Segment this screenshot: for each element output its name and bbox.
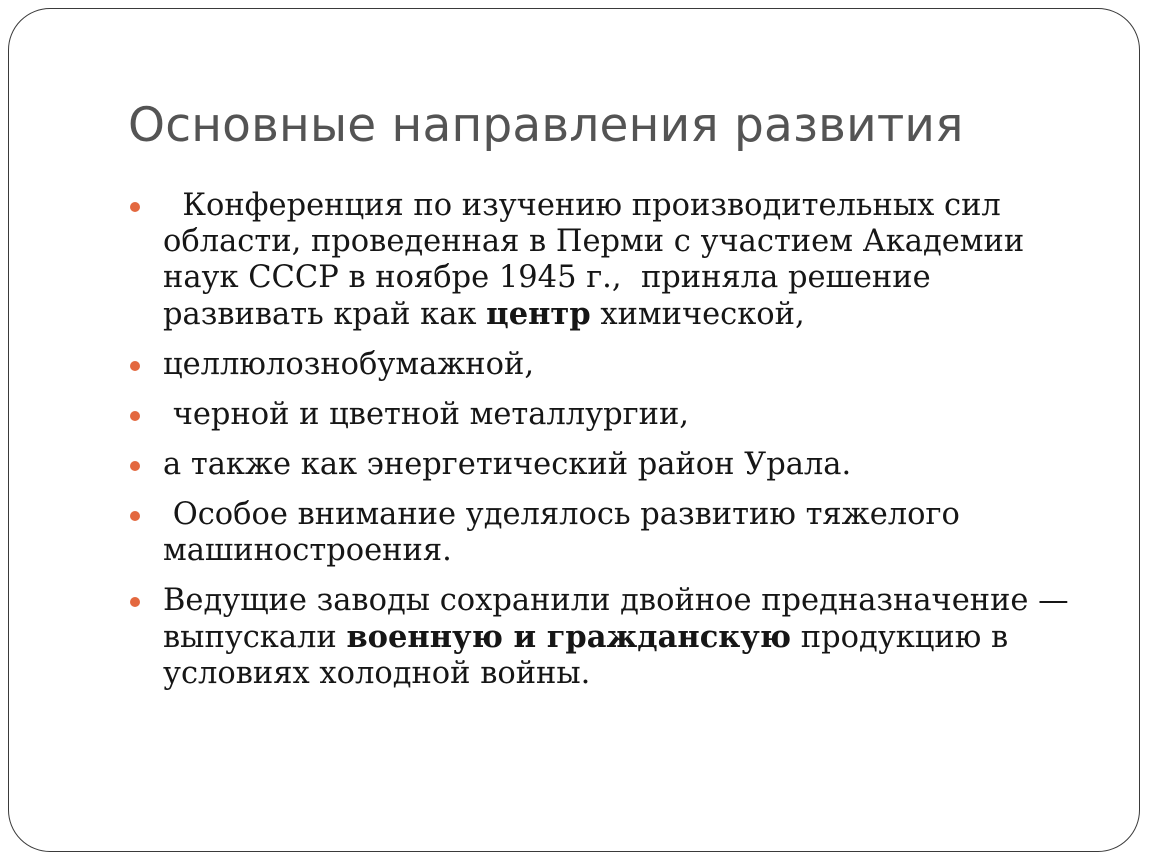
bullet-dot-icon bbox=[130, 511, 140, 521]
list-item bbox=[128, 447, 1088, 483]
list-item bbox=[128, 397, 1088, 433]
bullet-text bbox=[163, 397, 689, 432]
bullet-text bbox=[163, 188, 1034, 332]
bullet-text bbox=[163, 347, 534, 382]
list-item bbox=[128, 583, 1088, 692]
text-segment: черной и цветной металлургии, bbox=[163, 397, 689, 432]
text-segment: Ведущие заводы сохранили двойное предназначение — выпускали bbox=[163, 583, 1079, 655]
text-segment: целлюлознобумажной, bbox=[163, 347, 535, 382]
bullet-list bbox=[128, 188, 1088, 706]
text-segment: химической, bbox=[590, 297, 805, 332]
text-segment: Особое внимание уделялось развитию тяжелого машиностроения. bbox=[163, 497, 970, 568]
bold-segment: центр bbox=[486, 296, 591, 332]
slide-title: Основные направления развития bbox=[128, 98, 964, 153]
text-segment: а также как энергетический район Урала. bbox=[163, 447, 852, 482]
bullet-dot-icon bbox=[130, 597, 140, 607]
text-segment: продукцию в условиях холодной войны. bbox=[163, 620, 1018, 691]
bullet-dot-icon bbox=[130, 411, 140, 421]
bullet-text bbox=[163, 447, 851, 482]
bullet-dot-icon bbox=[130, 202, 140, 212]
text-segment: Конференция по изучению производительных сил области, проведенная в Перми с участием Академии наук СССР в ноябре 1945 г., приняла решение развивать край как bbox=[163, 188, 1034, 332]
bold-segment: военную и гражданскую bbox=[346, 619, 792, 655]
bullet-text bbox=[163, 497, 970, 568]
bullet-dot-icon bbox=[130, 461, 140, 471]
bullet-text bbox=[163, 583, 1078, 691]
list-item bbox=[128, 347, 1088, 383]
list-item bbox=[128, 188, 1088, 333]
bullet-dot-icon bbox=[130, 361, 140, 371]
list-item bbox=[128, 497, 1088, 569]
